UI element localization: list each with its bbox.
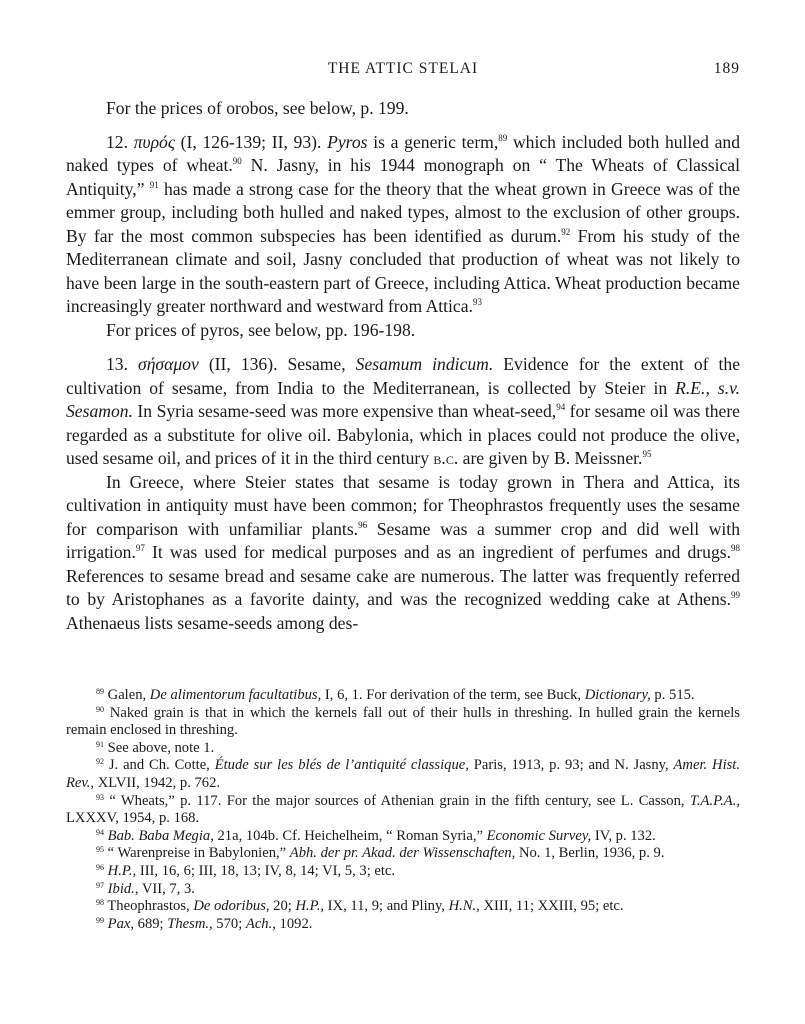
footnote-95: $^{95}$ “ Warenpreise in Babylonien,” Abh. der pr. Akad. der Wissenschaften, No. 1, Berlin, 1936, p. 9. <box>96 845 665 862</box>
paragraph-sesame-greece: In Greece, where Steier states that sesame is today grown in Thera and Attica, its cultivation in antiquity must have been common; for Theophrastos frequently uses the sesame for comparison with unfamiliar plants.$^{96}$ Sesame was a summer crop and did well with irrigation.$^{97}$ It was used for medical purposes and as an ingredient of perfumes and drugs.$^{98}$ References to sesame bread and sesame cake are numerous. The latter was frequently referred to by Aristophanes as a favorite dainty, and was the recognized wedding cake at Athens.$^{99}$ Athenaeus lists sesame-seeds among des- <box>66 471 740 633</box>
footnote-91: $^{91}$ See above, note 1. <box>96 739 215 756</box>
footnote-99: $^{99}$ Pax, 689; Thesm., 570; Ach., 1092. <box>96 915 313 932</box>
footnote-ref-94: 94 <box>556 402 566 412</box>
greek-term-sesamon: σήσαμον <box>138 354 199 374</box>
paragraph-orobos-prices: For the prices of orobos, see below, p. 199. <box>106 98 409 118</box>
footnote-ref-98: 98 <box>731 543 740 553</box>
footnote-89: $^{89}$ Galen, De alimentorum facultatibus, I, 6, 1. For derivation of the term, see Buck, Dictionary, p. 515. <box>96 687 695 703</box>
footnote-ref-91: 91 <box>149 179 159 190</box>
paragraph-sesame: 13. σήσαμον (II, 136). Sesame, Sesamum indicum. Evidence for the extent of the cultivation of sesame, from India to the Mediterranean, is collected by Steier in R.E., s.v. Sesamon. In Syria sesame-seed was more expensive than wheat-seed,$^{94}$ for sesame oil was there regarded as a substitute for olive oil. Babylonia, which in places could not produce the olive, used sesame oil, and prices of it in the third century b.c. are given by B. Meissner.$^{95}$ <box>66 354 741 468</box>
footnote-98: $^{98}$ Theophrastos, De odoribus, 20; H.P., IX, 11, 9; and Pliny, H.N., XIII, 11; XXIII, 95; etc. <box>96 898 624 915</box>
footnote-93: $^{93}$ “ Wheats,” p. 117. For the major sources of Athenian grain in the fifth century, see L. Casson, T.A.P.A., LXXXV, 1954, p. 168. <box>66 792 740 827</box>
footnote-ref-95: 95 <box>642 449 652 459</box>
footnote-ref-99: 99 <box>731 590 740 600</box>
footnote-96: $^{96}$ H.P., III, 16, 6; III, 18, 13; IV, 8, 14; VI, 5, 3; etc. <box>96 862 396 879</box>
greek-term-pyros: πυρός <box>133 131 175 152</box>
main-text <box>66 97 740 635</box>
footnote-ref-90: 90 <box>232 156 242 166</box>
footnote-ref-97: 97 <box>135 543 145 553</box>
footnote-ref-89: 89 <box>498 132 508 143</box>
running-title: THE ATTIC STELAI <box>327 60 479 77</box>
paragraph-pyros-prices: For prices of pyros, see below, pp. 196-198. <box>106 319 416 340</box>
footnote-ref-93: 93 <box>472 297 482 307</box>
page-number: 189 <box>713 60 740 77</box>
footnote-90: $^{90}$ Naked grain is that in which the kernels fall out of their hulls in threshing. In hulled grain the kernels remain enclosed in threshing. <box>66 704 740 739</box>
footnote-97: $^{97}$ Ibid., VII, 7, 3. <box>96 880 195 897</box>
running-header <box>66 60 740 82</box>
footnote-ref-96: 96 <box>358 519 368 530</box>
footnote-92: $^{92}$ J. and Ch. Cotte, Étude sur les blés de l’antiquité classique, Paris, 1913, p. 93; and N. Jasny, Amer. Hist. Rev., XLVII, 1942, p. 762. <box>66 757 741 791</box>
footnote-ref-92: 92 <box>561 226 571 237</box>
paragraph-pyros: 12. πυρός (I, 126-139; II, 93). Pyros is a generic term,$^{89}$ which included both hulled and naked types of wheat.$^{90}$ N. Jasny, in his 1944 monograph on “ The Wheats of Classical Antiquity,” $^{91}$ has made a strong case for the theory that the wheat grown in Greece was of the emmer group, including both hulled and naked types, almost to the exclusion of other groups. By far the most common subspecies has been identified as durum.$^{92}$ From his study of the Mediterranean climate and soil, Jasny concluded that production of wheat was not likely to have been large in the south-eastern part of Greece, including Attica. Wheat production became increasingly greater northward and westward from Attica.$^{93}$ <box>66 131 741 316</box>
footnotes <box>66 687 740 933</box>
footnote-94: $^{94}$ Bab. Baba Megia, 21a, 104b. Cf. Heichelheim, “ Roman Syria,” Economic Survey, IV, p. 132. <box>96 827 656 844</box>
